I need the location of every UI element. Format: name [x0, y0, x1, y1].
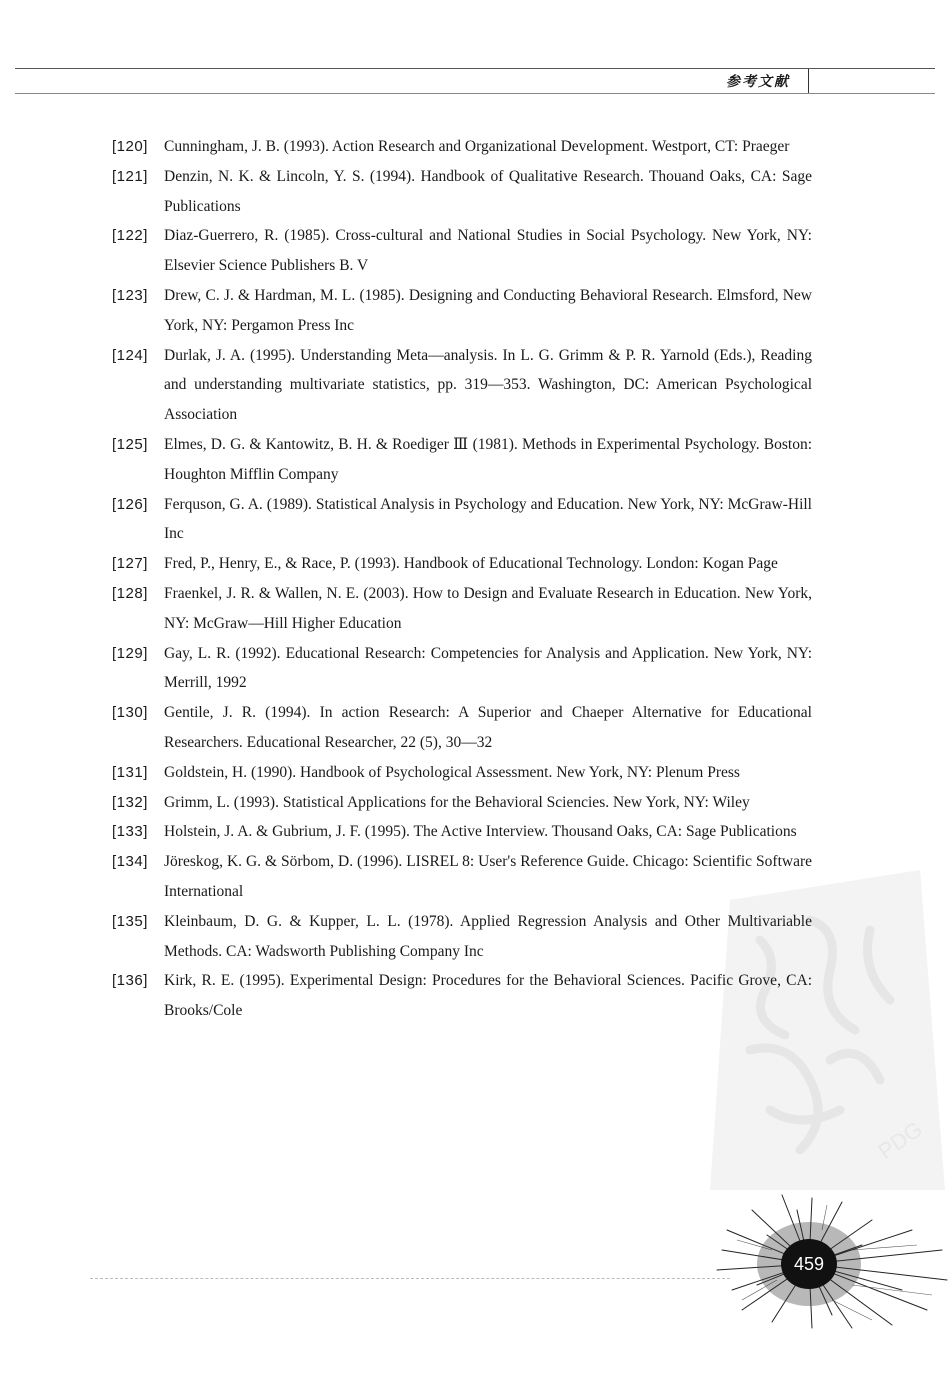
reference-item — [112, 639, 812, 699]
reference-item — [112, 817, 812, 847]
reference-number: [131] — [112, 763, 148, 781]
reference-number: [122] — [112, 227, 148, 245]
reference-number: [128] — [112, 584, 148, 602]
reference-text: Cunningham, J. B. (1993). Action Research and Organizational Development. Westport, CT: Praeger — [164, 138, 790, 155]
reference-number: [121] — [112, 167, 148, 185]
reference-item — [112, 847, 812, 907]
reference-item — [112, 132, 812, 162]
reference-number: [130] — [112, 704, 148, 722]
reference-text: Drew, C. J. & Hardman, M. L. (1985). Designing and Conducting Behavioral Research. Elmsford, New York, NY: Pergamon Press Inc — [164, 286, 812, 334]
reference-number: [126] — [112, 495, 148, 513]
reference-number: [135] — [112, 912, 148, 930]
reference-text: Jöreskog, K. G. & Sörbom, D. (1996). LISREL 8: User's Reference Guide. Chicago: Scientific Software International — [164, 853, 812, 900]
reference-text: Diaz-Guerrero, R. (1985). Cross-cultural and National Studies in Social Psychology. New York, NY: Elsevier Science Publishers B. V — [164, 227, 812, 275]
reference-item — [112, 162, 812, 222]
reference-text: Fraenkel, J. R. & Wallen, N. E. (2003). How to Design and Evaluate Research in Education. New York, NY: McGraw—Hill Higher Education — [164, 584, 812, 632]
reference-item — [112, 221, 812, 281]
reference-number: [125] — [112, 435, 148, 453]
reference-item — [112, 966, 812, 1026]
running-header-title: 参考文献 — [726, 74, 790, 90]
reference-number: [132] — [112, 793, 148, 811]
svg-text:PDG: PDG — [873, 1116, 927, 1165]
reference-text: Kleinbaum, D. G. & Kupper, L. L. (1978). Applied Regression Analysis and Other Multivariable Methods. CA: Wadsworth Publishing Company Inc — [164, 912, 812, 960]
reference-item — [112, 341, 812, 430]
reference-item — [112, 788, 812, 818]
reference-item — [112, 549, 812, 579]
reference-text: Grimm, L. (1993). Statistical Applications for the Behavioral Sciencies. New York, NY: Wiley — [164, 793, 750, 811]
reference-item — [112, 579, 812, 639]
reference-number: [124] — [112, 346, 148, 364]
reference-text: Kirk, R. E. (1995). Experimental Design: Procedures for the Behavioral Sciences. Pacific Grove, CA: Brooks/Cole — [164, 972, 812, 1020]
reference-text: Gentile, J. R. (1994). In action Research: A Superior and Chaeper Alternative for Educational Researchers. Educational Researcher, 22 (5), 30—32 — [164, 704, 812, 751]
reference-item — [112, 490, 812, 550]
reference-list — [112, 132, 812, 1026]
reference-text: Goldstein, H. (1990). Handbook of Psychological Assessment. New York, NY: Plenum Press — [164, 763, 740, 781]
reference-item — [112, 907, 812, 967]
reference-text: Ferquson, G. A. (1989). Statistical Analysis in Psychology and Education. New York, NY: McGraw-Hill Inc — [164, 495, 812, 543]
reference-text: Fred, P., Henry, E., & Race, P. (1993). Handbook of Educational Technology. London: Kogan Page — [164, 555, 778, 573]
reference-text: Denzin, N. K. & Lincoln, Y. S. (1994). Handbook of Qualitative Research. Thouand Oaks, CA: Sage Publications — [164, 167, 812, 215]
header-tab — [712, 69, 809, 93]
reference-number: [123] — [112, 286, 148, 304]
reference-number: [120] — [112, 138, 148, 155]
reference-item — [112, 430, 812, 490]
reference-text: Gay, L. R. (1992). Educational Research: Competencies for Analysis and Application. New York, NY: Merrill, 1992 — [164, 644, 812, 692]
reference-number: [134] — [112, 853, 148, 871]
reference-number: [129] — [112, 644, 148, 662]
reference-text: Durlak, J. A. (1995). Understanding Meta—analysis. In L. G. Grimm & P. R. Yarnold (Eds.), Reading and understanding multivariate statistics, pp. 319—353. Washington, DC: American Psychological Association — [164, 346, 812, 424]
reference-text: Elmes, D. G. & Kantowitz, B. H. & Roediger Ⅲ (1981). Methods in Experimental Psychology. Boston: Houghton Mifflin Company — [164, 435, 812, 483]
reference-number: [133] — [112, 823, 148, 841]
reference-text: Holstein, J. A. & Gubrium, J. F. (1995). The Active Interview. Thousand Oaks, CA: Sage Publications — [164, 823, 797, 841]
header-rule-bottom — [15, 93, 935, 94]
reference-item — [112, 281, 812, 341]
reference-number: [127] — [112, 555, 148, 573]
footer-rule — [90, 1278, 730, 1279]
page-number: 459 — [781, 1239, 837, 1289]
running-header — [0, 0, 950, 100]
reference-item — [112, 698, 812, 758]
reference-item — [112, 758, 812, 788]
reference-number: [136] — [112, 972, 148, 990]
